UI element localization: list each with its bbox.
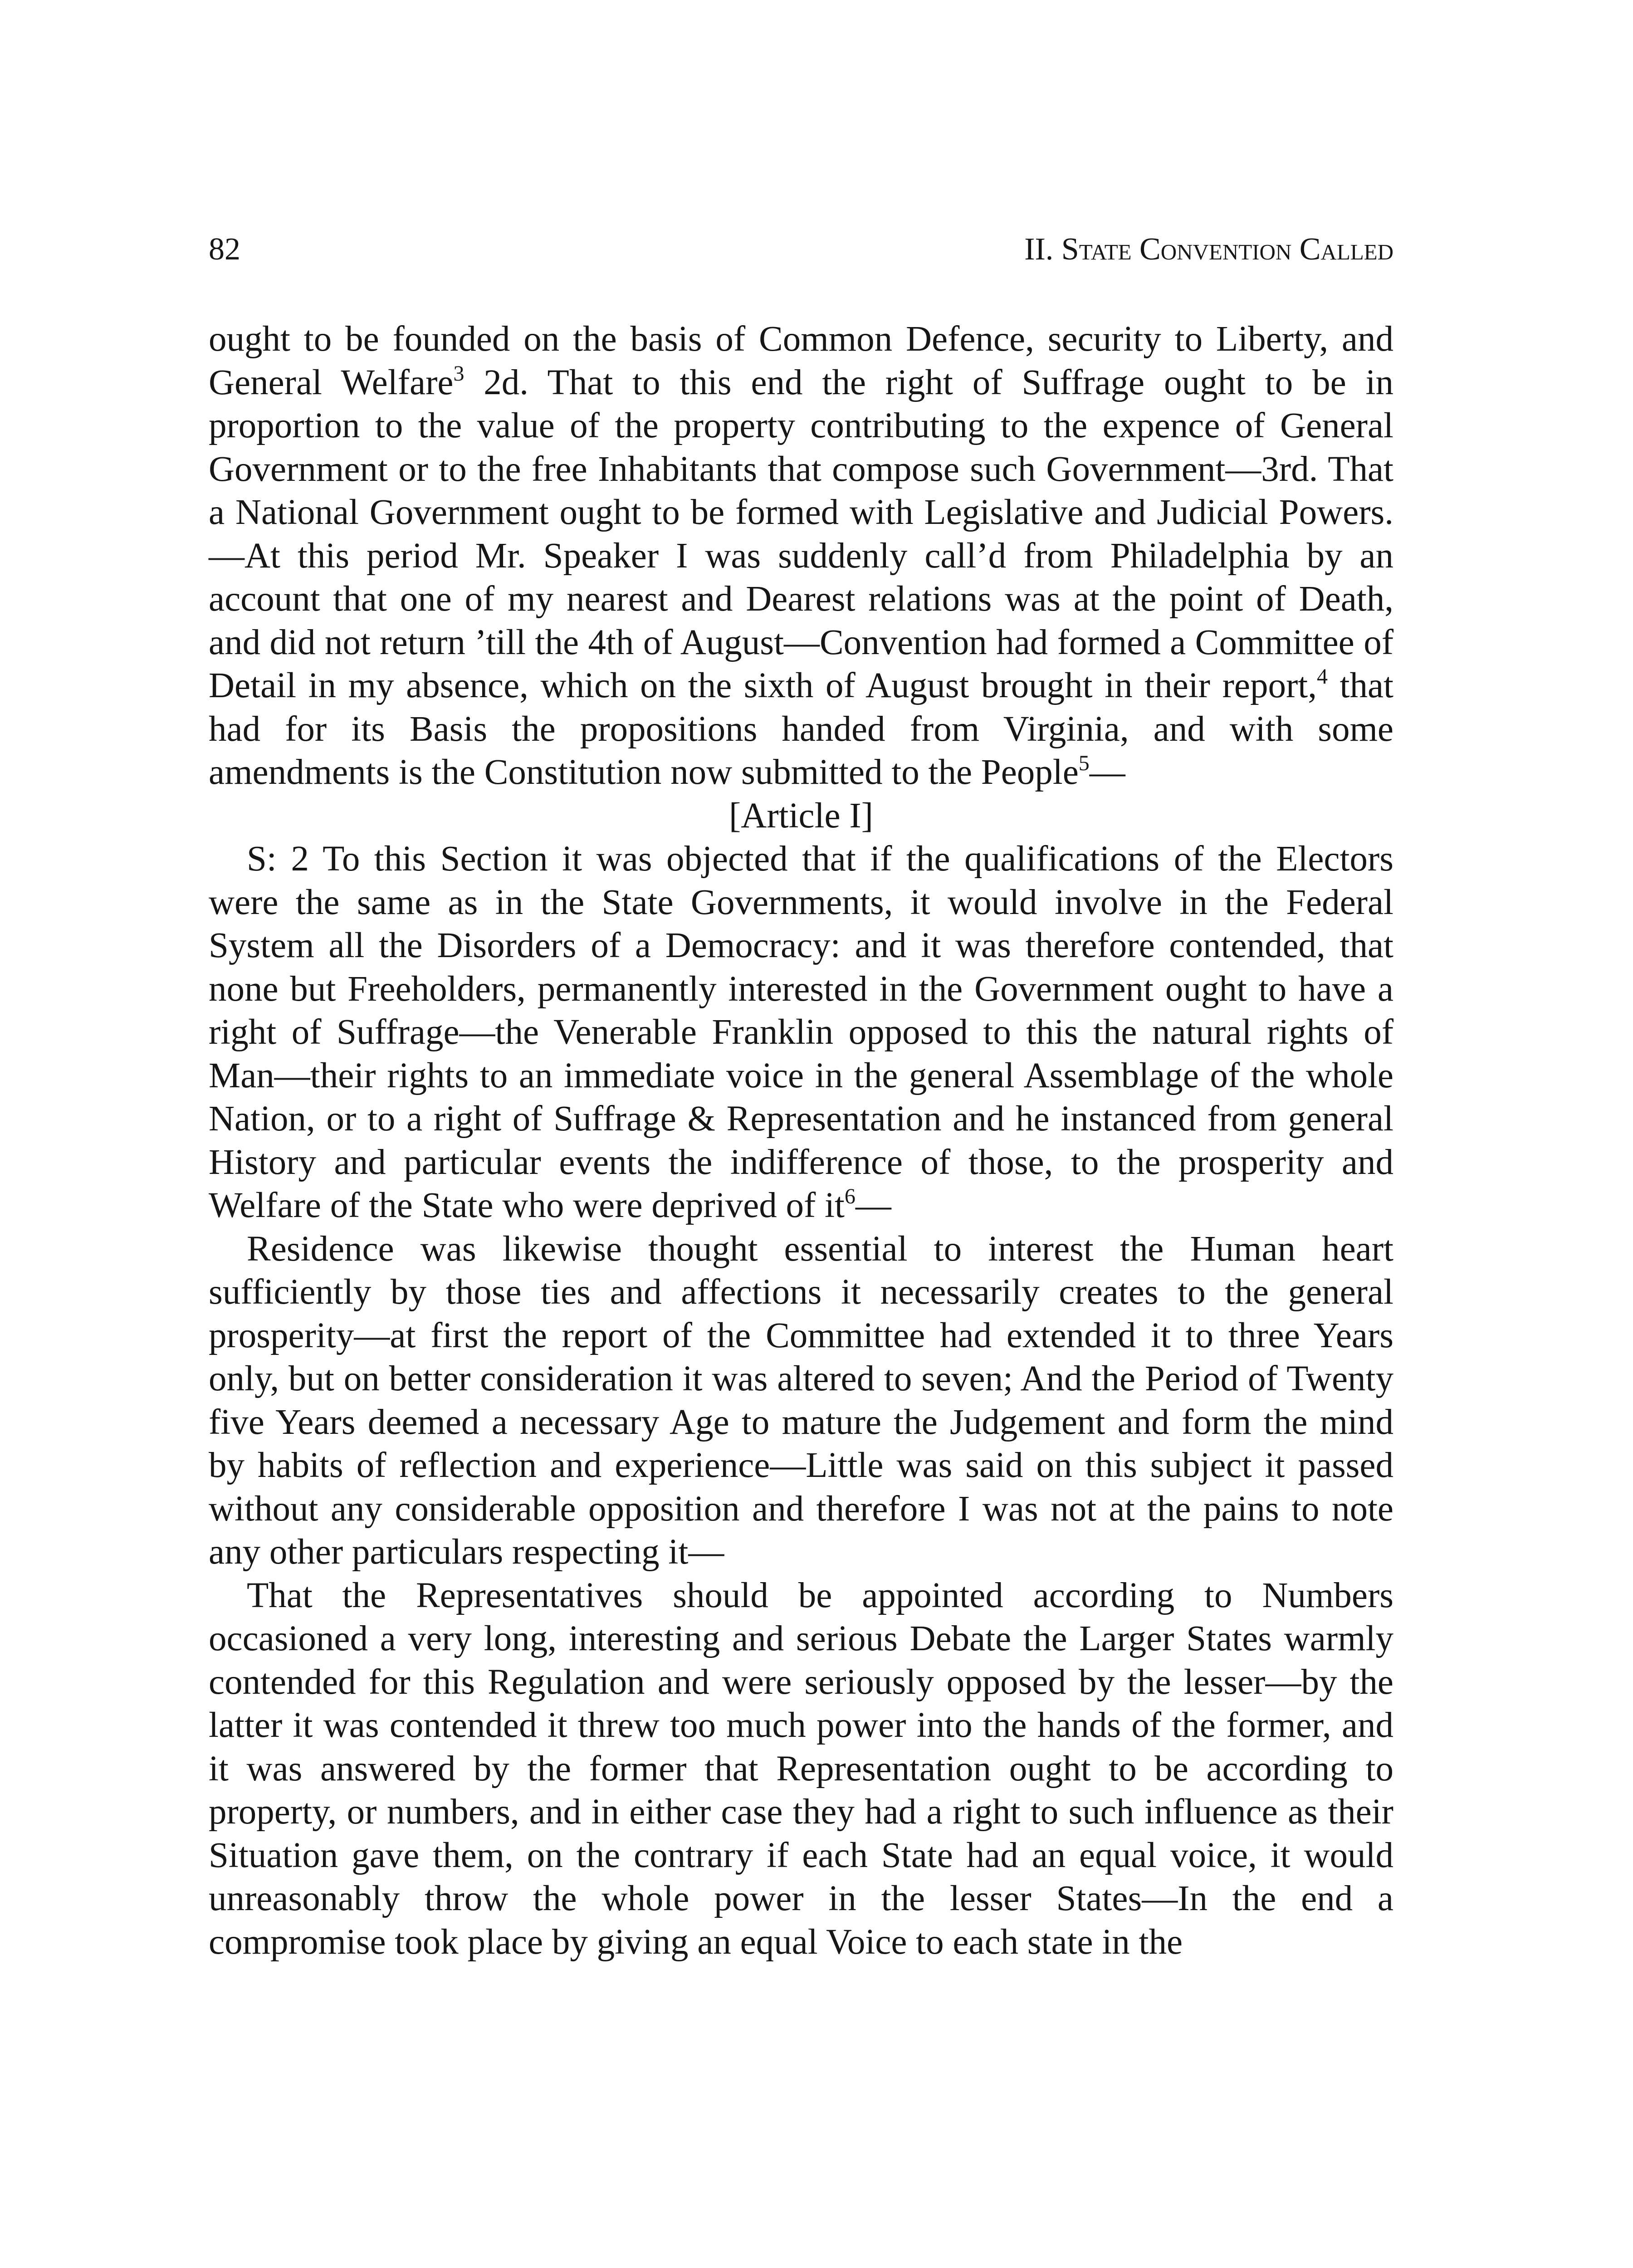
paragraph-1-text-a: ought to be founded on the basis of Common Defence, security to Liberty, and General Welfare xyxy=(209,319,1393,402)
footnote-ref-3: 3 xyxy=(453,361,464,386)
footnote-ref-5: 5 xyxy=(1078,751,1090,775)
paragraph-4: That the Representatives should be appointed according to Numbers occasioned a very long, interesting and serious Debate the Larger States warmly contended for this Regulation and were seriously opposed by the lesser—by the latter it was contended it threw too much power into the hands of the former, and it was answered by the former that Representation ought to be according to property, or numbers, and in either case they had a right to such influence as their Situation gave them, on the contrary if each State had an equal voice, it would unreasonably throw the whole power in the lesser States—In the end a compromise took place by giving an equal Voice to each state in the xyxy=(209,1575,1393,1962)
page-header xyxy=(209,227,1393,281)
running-head-prefix: II. xyxy=(1024,232,1061,267)
section-heading: [Article I] xyxy=(728,796,873,836)
paragraph-2 xyxy=(209,837,1393,1227)
paragraph-2-text-a: S: 2 To this Section it was objected that if the qualifications of the Electors were the same as in the State Governments, it would involve in the Federal System all the Disorders of a Democracy: and it was therefore contended, that none but Freeholders, permanently interested in the Government ought to have a right of Suffrage—the Venerable Franklin opposed to this the natural rights of Man—their rights to an immediate voice in the general Assemblage of the whole Nation, or to a right of Suffrage & Representation and he instanced from general History and particular events the indifference of those, to the prosperity and Welfare of the State who were deprived of it xyxy=(209,839,1393,1225)
running-head-title: State Convention Called xyxy=(1061,232,1393,267)
paragraph-2-text-b: — xyxy=(855,1186,891,1225)
running-head xyxy=(1024,227,1393,272)
paragraph-1-text-c: that had for its Basis the propositions handed from Virginia, and with some amendments is the Constitution now submitted to the People xyxy=(209,666,1393,792)
footnote-ref-6: 6 xyxy=(844,1184,856,1208)
paragraph-1-text-d: — xyxy=(1089,753,1125,792)
paragraph-1 xyxy=(209,318,1393,794)
paragraph-1-text-b: 2d. That to this end the right of Suffrage ought to be in proportion to the value of the property contributing to the expence of General Government or to the free Inhabitants that compose such Government—3rd. That a National Government ought to be formed with Legislative and Judicial Powers.—At this period Mr. Speaker I was suddenly call’d from Philadelphia by an account that one of my nearest and Dearest relations was at the point of Death, and did not return ’till the 4th of August—Convention had formed a Committee of Detail in my absence, which on the sixth of August brought in their report, xyxy=(209,362,1393,705)
page-number: 82 xyxy=(209,232,240,267)
paragraph-3: Residence was likewise thought essential to interest the Human heart sufficiently by those ties and affections it necessarily creates to the general prosperity—at first the report of the Committee had extended it to three Years only, but on better consideration it was altered to seven; And the Period of Twenty five Years deemed a necessary Age to mature the Judgement and form the mind by habits of reflection and experience—Little was said on this subject it passed without any considerable opposition and therefore I was not at the pains to note any other particulars respecting it— xyxy=(209,1229,1393,1572)
page-body xyxy=(209,318,1393,1964)
footnote-ref-4: 4 xyxy=(1316,665,1328,689)
